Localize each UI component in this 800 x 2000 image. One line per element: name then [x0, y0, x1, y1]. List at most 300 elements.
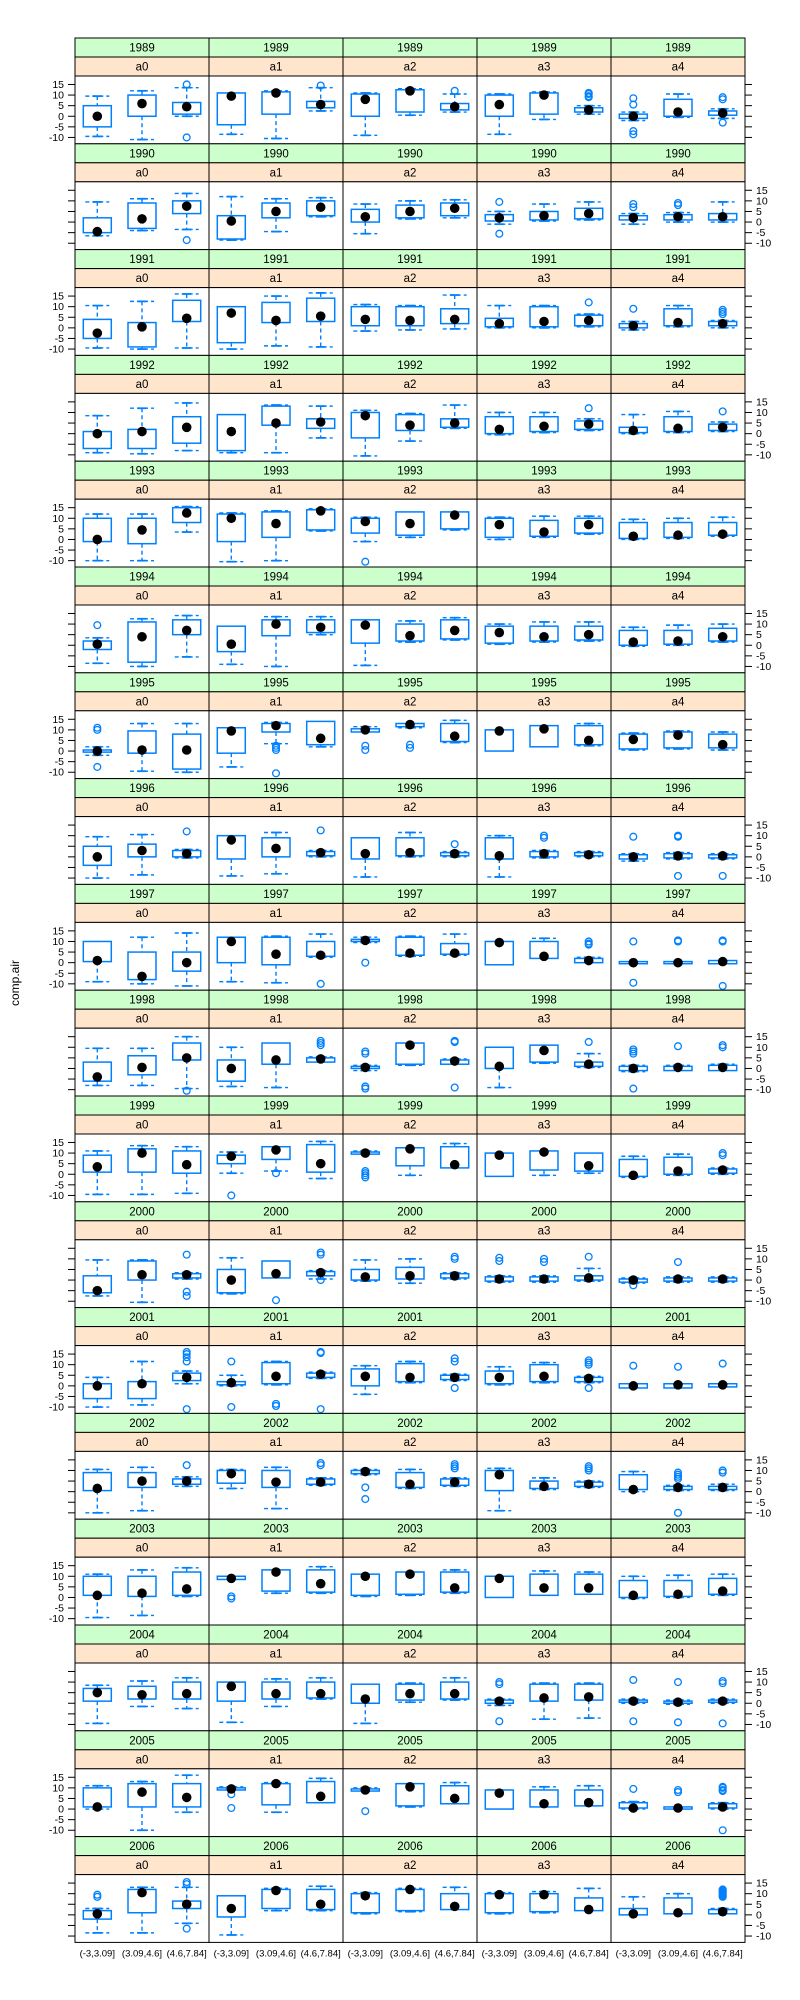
- median-dot: [316, 950, 326, 960]
- median-dot: [495, 1788, 505, 1798]
- y-tick-label-left: 15: [52, 502, 64, 515]
- median-dot: [361, 849, 371, 859]
- strip-factor-label: a4: [671, 1542, 685, 1555]
- median-dot: [361, 1372, 371, 1382]
- y-tick-label-left: -5: [54, 756, 64, 769]
- y-tick-label-right: 10: [756, 1676, 768, 1689]
- median-dot: [405, 1479, 415, 1489]
- median-dot: [316, 202, 326, 212]
- strip-factor-label: a3: [537, 378, 551, 391]
- y-tick-label-right: -10: [756, 1295, 772, 1308]
- median-dot: [405, 720, 415, 730]
- median-dot: [182, 1053, 192, 1063]
- strip-factor-label: a0: [135, 696, 149, 709]
- median-dot: [316, 1054, 326, 1064]
- y-tick-label-left: 0: [58, 1380, 64, 1393]
- strip-year-label: 1999: [665, 1100, 691, 1113]
- median-dot: [405, 207, 415, 217]
- median-dot: [93, 1072, 103, 1082]
- x-tick-label: (4.6,7.84]: [434, 1948, 475, 1960]
- median-dot: [673, 1166, 683, 1176]
- median-dot: [137, 1379, 147, 1389]
- strip-year-label: 1990: [531, 148, 557, 161]
- strip-factor-label: a0: [135, 1119, 149, 1132]
- y-tick-label-left: 10: [52, 935, 64, 948]
- median-dot: [137, 846, 147, 856]
- median-dot: [539, 1147, 549, 1157]
- strip-factor-label: a4: [671, 907, 685, 920]
- median-dot: [673, 318, 683, 328]
- median-dot: [93, 956, 103, 966]
- median-dot: [450, 315, 460, 325]
- median-dot: [316, 1689, 326, 1699]
- strip-factor-label: a3: [537, 1542, 551, 1555]
- median-dot: [93, 429, 103, 439]
- y-tick-label-right: 0: [756, 1274, 762, 1287]
- median-dot: [93, 111, 103, 121]
- strip-year-label: 1991: [129, 254, 155, 267]
- median-dot: [271, 1477, 281, 1487]
- median-dot: [718, 1586, 728, 1596]
- y-tick-label-left: 5: [58, 1581, 64, 1594]
- median-dot: [584, 1374, 594, 1384]
- y-tick-label-right: 5: [756, 205, 762, 218]
- median-dot: [539, 317, 549, 327]
- median-dot: [93, 1381, 103, 1391]
- median-dot: [137, 99, 147, 109]
- y-tick-label-left: 0: [58, 1168, 64, 1181]
- median-dot: [495, 1470, 505, 1480]
- median-dot: [495, 1696, 505, 1706]
- strip-year-label: 1992: [397, 359, 423, 372]
- median-dot: [271, 1055, 281, 1065]
- median-dot: [182, 849, 192, 859]
- y-tick-label-right: 10: [756, 406, 768, 419]
- median-dot: [316, 734, 326, 744]
- median-dot: [182, 1160, 192, 1170]
- y-tick-label-left: 10: [52, 1147, 64, 1160]
- y-tick-label-right: 10: [756, 1464, 768, 1477]
- y-tick-label-left: 0: [58, 745, 64, 758]
- strip-year-label: 2000: [665, 1206, 691, 1219]
- median-dot: [629, 958, 639, 968]
- y-tick-label-left: 5: [58, 1369, 64, 1382]
- x-tick-label: (3.09,4.6]: [389, 1948, 431, 1960]
- strip-factor-label: a2: [403, 378, 417, 391]
- median-dot: [405, 1271, 415, 1281]
- strip-year-label: 1996: [397, 783, 423, 796]
- median-dot: [137, 1787, 147, 1797]
- median-dot: [539, 211, 549, 221]
- strip-factor-label: a1: [269, 1119, 283, 1132]
- strip-factor-label: a0: [135, 273, 149, 286]
- median-dot: [718, 1380, 728, 1390]
- strip-year-label: 2006: [531, 1841, 557, 1854]
- median-dot: [450, 849, 460, 859]
- y-tick-label-right: 5: [756, 1263, 762, 1276]
- y-tick-label-left: 15: [52, 1560, 64, 1573]
- median-dot: [539, 1482, 549, 1492]
- median-dot: [629, 531, 639, 541]
- y-tick-label-right: -5: [756, 1496, 766, 1509]
- strip-year-label: 2001: [263, 1312, 289, 1325]
- x-tick-label: (3.09,4.6]: [523, 1948, 565, 1960]
- strip-year-label: 1999: [263, 1100, 289, 1113]
- strip-factor-label: a2: [403, 1542, 417, 1555]
- strip-year-label: 1996: [531, 783, 557, 796]
- strip-year-label: 1998: [531, 994, 557, 1007]
- strip-factor-label: a2: [403, 1013, 417, 1026]
- median-dot: [137, 322, 147, 332]
- median-dot: [227, 513, 237, 523]
- y-tick-label-left: 5: [58, 311, 64, 324]
- median-dot: [539, 421, 549, 431]
- median-dot: [495, 520, 505, 530]
- median-dot: [495, 1574, 505, 1584]
- median-dot: [405, 519, 415, 529]
- median-dot: [718, 632, 728, 642]
- median-dot: [316, 417, 326, 427]
- median-dot: [361, 1891, 371, 1901]
- strip-factor-label: a1: [269, 1860, 283, 1873]
- median-dot: [93, 1802, 103, 1812]
- y-tick-label-right: -5: [756, 1073, 766, 1086]
- strip-factor-label: a2: [403, 1225, 417, 1238]
- median-dot: [182, 745, 192, 755]
- strip-year-label: 1991: [665, 254, 691, 267]
- y-tick-label-left: -10: [48, 1613, 64, 1626]
- strip-factor-label: a1: [269, 61, 283, 74]
- y-tick-label-left: -5: [54, 1814, 64, 1827]
- median-dot: [227, 1469, 237, 1479]
- strip-factor-label: a2: [403, 273, 417, 286]
- median-dot: [450, 418, 460, 428]
- strip-factor-label: a0: [135, 1860, 149, 1873]
- y-tick-label-left: -5: [54, 967, 64, 980]
- strip-factor-label: a1: [269, 1754, 283, 1767]
- median-dot: [584, 1059, 594, 1069]
- median-dot: [629, 1485, 639, 1495]
- median-dot: [673, 730, 683, 740]
- strip-year-label: 2005: [665, 1735, 691, 1748]
- strip-year-label: 2003: [397, 1523, 423, 1536]
- strip-factor-label: a1: [269, 802, 283, 815]
- median-dot: [450, 1477, 460, 1487]
- strip-factor-label: a3: [537, 696, 551, 709]
- strip-year-label: 2006: [665, 1841, 691, 1854]
- strip-factor-label: a2: [403, 1860, 417, 1873]
- median-dot: [673, 1274, 683, 1284]
- median-dot: [271, 1689, 281, 1699]
- median-dot: [584, 1798, 594, 1808]
- strip-factor-label: a2: [403, 1119, 417, 1132]
- strip-factor-label: a1: [269, 1648, 283, 1661]
- median-dot: [718, 529, 728, 539]
- median-dot: [450, 1160, 460, 1170]
- strip-year-label: 2002: [129, 1417, 155, 1430]
- strip-factor-label: a3: [537, 484, 551, 497]
- median-dot: [450, 1689, 460, 1699]
- strip-factor-label: a3: [537, 1648, 551, 1661]
- y-tick-label-right: -5: [756, 1285, 766, 1298]
- strip-year-label: 1997: [129, 888, 155, 901]
- median-dot: [584, 316, 594, 326]
- strip-factor-label: a4: [671, 590, 685, 603]
- x-tick-label: (4.6,7.84]: [568, 1948, 609, 1960]
- median-dot: [673, 958, 683, 968]
- median-dot: [361, 1467, 371, 1477]
- y-axis-title: comp.air: [8, 959, 22, 1007]
- y-tick-label-left: 10: [52, 1359, 64, 1372]
- median-dot: [316, 1579, 326, 1589]
- median-dot: [584, 956, 594, 966]
- median-dot: [271, 418, 281, 428]
- strip-year-label: 1999: [531, 1100, 557, 1113]
- y-tick-label-left: -5: [54, 332, 64, 345]
- median-dot: [673, 212, 683, 222]
- median-dot: [450, 1373, 460, 1383]
- median-dot: [629, 852, 639, 862]
- median-dot: [629, 111, 639, 121]
- median-dot: [227, 937, 237, 947]
- strip-factor-label: a2: [403, 484, 417, 497]
- median-dot: [539, 632, 549, 642]
- median-dot: [271, 1372, 281, 1382]
- strip-year-label: 2000: [263, 1206, 289, 1219]
- strip-factor-label: a4: [671, 1648, 685, 1661]
- strip-year-label: 2003: [531, 1523, 557, 1536]
- median-dot: [182, 102, 192, 112]
- strip-factor-label: a1: [269, 1013, 283, 1026]
- median-dot: [137, 1588, 147, 1598]
- median-dot: [137, 427, 147, 437]
- median-dot: [584, 1479, 594, 1489]
- median-dot: [673, 851, 683, 861]
- median-dot: [227, 1682, 237, 1692]
- median-dot: [361, 1272, 371, 1282]
- x-tick-label: (-3,3.09]: [213, 1948, 249, 1960]
- strip-year-label: 1992: [129, 359, 155, 372]
- y-tick-label-left: -5: [54, 1602, 64, 1615]
- y-tick-label-left: -10: [48, 978, 64, 991]
- y-tick-label-right: 5: [756, 1898, 762, 1911]
- strip-year-label: 1990: [665, 148, 691, 161]
- y-tick-label-right: 5: [756, 1475, 762, 1488]
- strip-factor-label: a3: [537, 1013, 551, 1026]
- median-dot: [718, 423, 728, 433]
- median-dot: [405, 948, 415, 958]
- median-dot: [93, 227, 103, 237]
- strip-factor-label: a3: [537, 273, 551, 286]
- strip-factor-label: a0: [135, 1436, 149, 1449]
- median-dot: [227, 1574, 237, 1584]
- strip-year-label: 1995: [263, 677, 289, 690]
- strip-year-label: 2006: [129, 1841, 155, 1854]
- median-dot: [495, 319, 505, 329]
- strip-factor-label: a3: [537, 1860, 551, 1873]
- median-dot: [629, 1064, 639, 1074]
- median-dot: [361, 725, 371, 735]
- strip-factor-label: a1: [269, 378, 283, 391]
- y-tick-label-left: 15: [52, 78, 64, 91]
- median-dot: [182, 1476, 192, 1486]
- median-dot: [316, 1369, 326, 1379]
- median-dot: [584, 1273, 594, 1283]
- median-dot: [629, 1591, 639, 1601]
- median-dot: [93, 1909, 103, 1919]
- strip-year-label: 2005: [129, 1735, 155, 1748]
- y-tick-label-left: -10: [48, 131, 64, 144]
- median-dot: [718, 957, 728, 967]
- median-dot: [495, 425, 505, 435]
- median-dot: [584, 419, 594, 429]
- y-tick-label-left: 15: [52, 713, 64, 726]
- median-dot: [361, 411, 371, 421]
- strip-year-label: 1990: [129, 148, 155, 161]
- y-tick-label-left: 15: [52, 1348, 64, 1361]
- strip-year-label: 2000: [397, 1206, 423, 1219]
- y-tick-label-left: -10: [48, 1189, 64, 1202]
- y-tick-label-left: -10: [48, 766, 64, 779]
- median-dot: [495, 213, 505, 223]
- median-dot: [673, 1589, 683, 1599]
- median-dot: [450, 510, 460, 520]
- median-dot: [450, 203, 460, 213]
- y-tick-label-left: -10: [48, 1401, 64, 1414]
- median-dot: [271, 1145, 281, 1155]
- y-tick-label-left: -5: [54, 1390, 64, 1403]
- x-tick-label: (4.6,7.84]: [702, 1948, 743, 1960]
- strip-factor-label: a0: [135, 484, 149, 497]
- strip-factor-label: a4: [671, 1331, 685, 1344]
- strip-year-label: 1991: [397, 254, 423, 267]
- y-tick-label-right: 15: [756, 396, 768, 409]
- y-tick-label-right: 0: [756, 851, 762, 864]
- median-dot: [450, 1794, 460, 1804]
- median-dot: [718, 319, 728, 329]
- median-dot: [584, 209, 594, 219]
- strip-year-label: 1999: [129, 1100, 155, 1113]
- y-tick-label-right: -10: [756, 660, 772, 673]
- median-dot: [227, 639, 237, 649]
- median-dot: [361, 315, 371, 325]
- y-tick-label-left: 5: [58, 946, 64, 959]
- median-dot: [137, 745, 147, 755]
- y-tick-label-right: -10: [756, 449, 772, 462]
- y-tick-label-left: -10: [48, 343, 64, 356]
- median-dot: [584, 105, 594, 115]
- median-dot: [539, 1046, 549, 1056]
- y-tick-label-left: 5: [58, 734, 64, 747]
- y-tick-label-right: -5: [756, 1919, 766, 1932]
- median-dot: [93, 328, 103, 338]
- median-dot: [93, 1591, 103, 1601]
- median-dot: [718, 740, 728, 750]
- strip-year-label: 2005: [263, 1735, 289, 1748]
- median-dot: [137, 1063, 147, 1073]
- y-tick-label-left: 10: [52, 301, 64, 314]
- strip-year-label: 1996: [665, 783, 691, 796]
- x-tick-label: (-3,3.09]: [347, 1948, 383, 1960]
- median-dot: [718, 851, 728, 861]
- strip-year-label: 1993: [263, 465, 289, 478]
- strip-year-label: 2004: [129, 1629, 155, 1642]
- median-dot: [182, 626, 192, 636]
- strip-year-label: 1998: [263, 994, 289, 1007]
- y-tick-label-right: -5: [756, 650, 766, 663]
- median-dot: [227, 1784, 237, 1794]
- median-dot: [584, 1692, 594, 1702]
- strip-year-label: 1992: [665, 359, 691, 372]
- strip-factor-label: a0: [135, 61, 149, 74]
- strip-year-label: 1989: [665, 42, 691, 55]
- y-tick-label-left: -5: [54, 121, 64, 134]
- median-dot: [539, 1799, 549, 1809]
- strip-year-label: 1993: [129, 465, 155, 478]
- y-tick-label-left: 5: [58, 523, 64, 536]
- y-tick-label-left: 15: [52, 925, 64, 938]
- median-dot: [93, 1688, 103, 1698]
- median-dot: [405, 848, 415, 858]
- strip-year-label: 2002: [665, 1417, 691, 1430]
- strip-factor-label: a0: [135, 1648, 149, 1661]
- median-dot: [405, 1885, 415, 1895]
- median-dot: [629, 1275, 639, 1285]
- median-dot: [584, 630, 594, 640]
- strip-year-label: 1994: [129, 571, 155, 584]
- x-tick-label: (-3,3.09]: [615, 1948, 651, 1960]
- y-tick-label-right: 15: [756, 184, 768, 197]
- strip-year-label: 1992: [263, 359, 289, 372]
- y-tick-label-left: 10: [52, 512, 64, 525]
- median-dot: [718, 1483, 728, 1493]
- median-dot: [93, 1286, 103, 1296]
- strip-year-label: 2001: [129, 1312, 155, 1325]
- median-dot: [450, 1271, 460, 1281]
- median-dot: [629, 426, 639, 436]
- strip-factor-label: a2: [403, 1331, 417, 1344]
- median-dot: [137, 1690, 147, 1700]
- strip-factor-label: a2: [403, 61, 417, 74]
- median-dot: [227, 1064, 237, 1074]
- strip-year-label: 1991: [263, 254, 289, 267]
- strip-factor-label: a1: [269, 1225, 283, 1238]
- median-dot: [495, 628, 505, 638]
- median-dot: [450, 1902, 460, 1912]
- strip-factor-label: a4: [671, 1225, 685, 1238]
- strip-factor-label: a3: [537, 1754, 551, 1767]
- strip-year-label: 2006: [263, 1841, 289, 1854]
- strip-factor-label: a4: [671, 167, 685, 180]
- median-dot: [718, 1165, 728, 1175]
- median-dot: [93, 639, 103, 649]
- median-dot: [93, 852, 103, 862]
- median-dot: [629, 1696, 639, 1706]
- strip-year-label: 1991: [531, 254, 557, 267]
- y-tick-label-right: 10: [756, 1253, 768, 1266]
- median-dot: [450, 626, 460, 636]
- strip-factor-label: a4: [671, 696, 685, 709]
- strip-factor-label: a0: [135, 1542, 149, 1555]
- strip-year-label: 1994: [397, 571, 423, 584]
- median-dot: [539, 1372, 549, 1382]
- strip-year-label: 2000: [129, 1206, 155, 1219]
- median-dot: [495, 726, 505, 736]
- median-dot: [137, 1476, 147, 1486]
- strip-year-label: 1989: [129, 42, 155, 55]
- median-dot: [629, 735, 639, 745]
- y-tick-label-right: -10: [756, 1507, 772, 1520]
